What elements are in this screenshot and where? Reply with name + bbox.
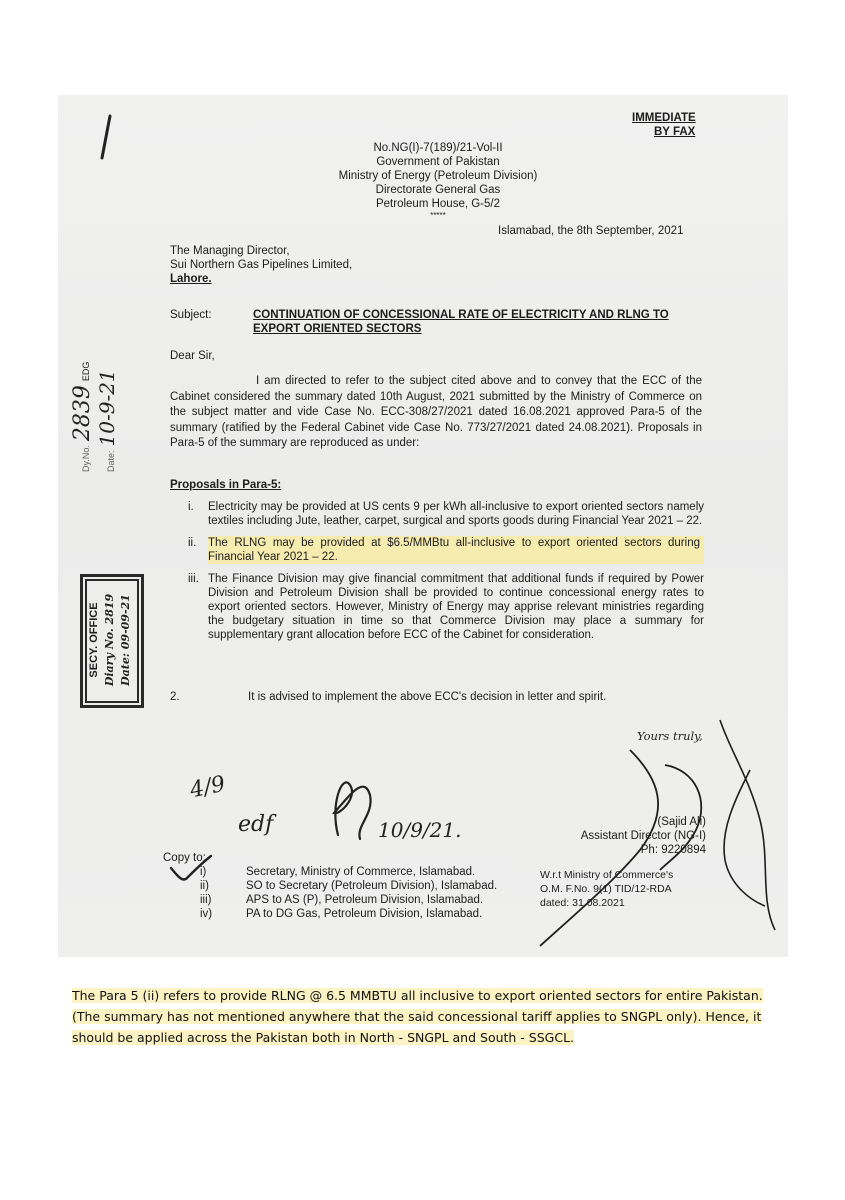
recipient-block <box>170 244 352 286</box>
copy-to-label: Copy to: <box>163 852 206 864</box>
proposals-list <box>188 500 704 642</box>
closing: Yours truly, <box>637 729 703 743</box>
by-fax-tag: BY FAX <box>654 126 696 138</box>
directorate-line: Directorate General Gas <box>375 184 501 196</box>
proposal-item <box>188 572 704 642</box>
copy-to-item <box>200 907 497 921</box>
copy-to-item <box>200 893 497 907</box>
signature-scribble <box>520 710 790 950</box>
copy-to-number: i) <box>200 866 207 878</box>
secy-office-stamp <box>86 575 138 705</box>
tick-mark <box>165 848 215 888</box>
proposal-number: ii. <box>188 537 197 549</box>
recipient-city: Lahore. <box>170 273 212 285</box>
diary-edg: EDG <box>81 361 91 382</box>
subject-label: Subject: <box>170 309 212 321</box>
signatory-phone: Ph: 9220894 <box>640 844 706 856</box>
diary-date-prefix: Date: <box>106 450 116 472</box>
copy-to-text: APS to AS (P), Petroleum Division, Islamabad. <box>246 894 484 906</box>
copy-to-list <box>200 865 497 921</box>
reference-number: No.NG(I)-7(189)/21-Vol-II <box>373 142 503 154</box>
proposal-text: Electricity may be provided at US cents 9 per kWh all-inclusive to export oriented sectors namely textiles including Jute, leather, carpet, surgical and sports goods during Financial Year 2021 – 22. <box>208 501 704 527</box>
paragraph-2: It is advised to implement the above ECC's decision in letter and spirit. <box>248 691 607 703</box>
diary-prefix: Dy.No. <box>81 445 91 472</box>
handwritten-mark-2: edf <box>238 812 274 837</box>
copy-to-number: ii) <box>200 880 209 892</box>
address-line: Petroleum House, G-5/2 <box>375 198 500 210</box>
reference-line-2: O.M. F.No. 9(1) TID/12-RDA <box>540 883 672 895</box>
paragraph-1: I am directed to refer to the subject cited above and to convey that the ECC of the Cabinet considered the summary dated 10th August, 2021 submitted by the Ministry of Commerce on the subject matter and vide Case No. ECC-308/27/2021 dated 16.08.2021 approved Para-5 of the summary (ratified by the Federal Cabinet vide Case No. 773/27/2021 dated 24.08.2021). Proposals in Para-5 of the summary are reproduced as under: <box>170 375 702 449</box>
proposal-number: i. <box>188 501 194 513</box>
reference-line-1: W.r.t Ministry of Commerce's <box>540 869 674 881</box>
reference-line-3: dated: 31.08.2021 <box>540 897 625 909</box>
proposal-text: The Finance Division may give financial commitment that additional funds if required by Power Division and Petroleum Division shall be provided to continue concessional energy rates to export oriented sectors. However, Ministry of Energy may apprise relevant ministries regarding the budgetary situation in time so that Commerce Division may place a summary for supplementary grant allocation before ECC of the Cabinet for consideration. <box>208 573 704 641</box>
diary-number: 2839 <box>70 385 95 442</box>
stars-divider: ***** <box>430 211 446 220</box>
diary-stamp <box>70 312 130 472</box>
secy-office-title: SECY. OFFICE <box>88 602 100 678</box>
letter-date: Islamabad, the 8th September, 2021 <box>498 225 684 237</box>
recipient-title: The Managing Director, <box>170 245 290 257</box>
handwritten-mark-1: 4/9 <box>187 771 228 804</box>
paragraph-2-number: 2. <box>170 691 180 703</box>
subject-line-1: CONTINUATION OF CONCESSIONAL RATE OF ELECTRICITY AND RLNG TO <box>253 309 669 321</box>
copy-to-number: iii) <box>200 894 212 906</box>
signatory-title: Assistant Director (NG-I) <box>580 830 706 842</box>
copy-to-item <box>200 865 497 879</box>
secy-diary-number: Diary No. 2819 <box>103 593 116 687</box>
handwritten-initial-stroke <box>90 112 130 164</box>
recipient-company: Sui Northern Gas Pipelines Limited, <box>170 259 353 271</box>
signatory-name: (Sajid Ali) <box>657 816 706 828</box>
proposal-item <box>188 500 704 528</box>
secy-date: Date: 09-09-21 <box>119 594 132 686</box>
handwritten-signature-1 <box>320 765 380 845</box>
letterhead <box>318 141 558 221</box>
handwritten-date: 10/9/21. <box>378 818 462 842</box>
diary-date: 10-9-21 <box>95 369 119 447</box>
copy-to-item <box>200 879 497 893</box>
subject-line-2: EXPORT ORIENTED SECTORS <box>253 323 422 335</box>
salutation: Dear Sir, <box>170 350 215 362</box>
proposals-heading: Proposals in Para-5: <box>170 479 282 491</box>
copy-to-text: SO to Secretary (Petroleum Division), Islamabad. <box>246 880 498 892</box>
government-line: Government of Pakistan <box>376 156 500 168</box>
immediate-tag: IMMEDIATE <box>632 112 696 124</box>
note-text: The Para 5 (ii) refers to provide RLNG @ 6.5 MMBTU all inclusive to export oriented sectors for entire Pakistan. (The summary has not mentioned anywhere that the said concessional tariff applies to SNGPL only). Hence, it should be applied across the Pakistan both in North - SNGPL and South - SSGCL. <box>72 988 763 1045</box>
copy-to-number: iv) <box>200 908 213 920</box>
ministry-line: Ministry of Energy (Petroleum Division) <box>338 170 538 182</box>
proposal-text: The RLNG may be provided at $6.5/MMBtu all-inclusive to export oriented sectors during Financial Year 2021 – 22. <box>208 536 704 564</box>
proposal-item-highlighted <box>188 536 704 564</box>
copy-to-text: Secretary, Ministry of Commerce, Islamabad. <box>246 866 476 878</box>
copy-to-text: PA to DG Gas, Petroleum Division, Islamabad. <box>246 908 483 920</box>
proposal-number: iii. <box>188 573 199 585</box>
explanatory-note <box>72 985 772 1048</box>
